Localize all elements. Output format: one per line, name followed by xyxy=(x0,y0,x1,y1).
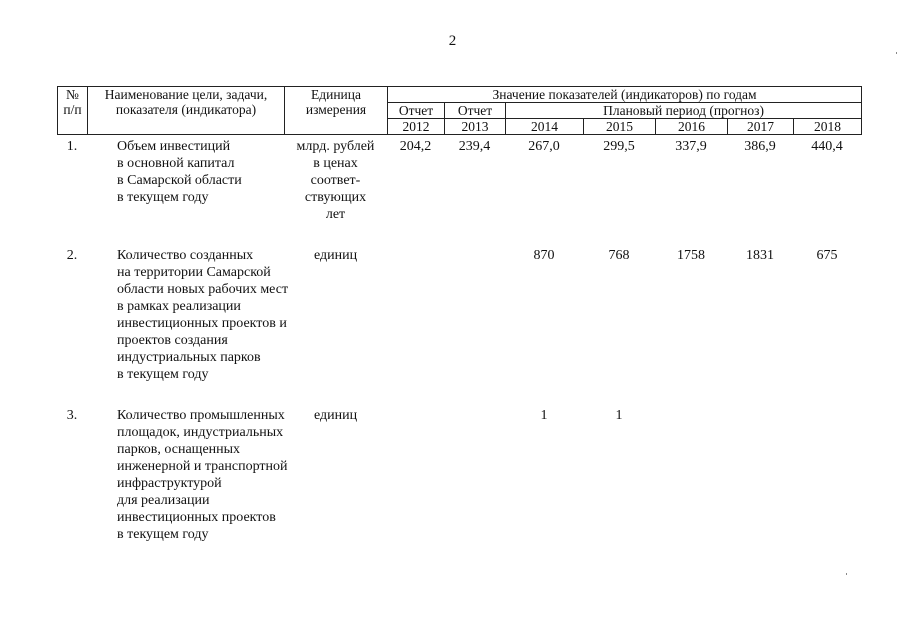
value-cell xyxy=(444,407,505,567)
value-cell: 1 xyxy=(615,408,623,423)
value-cell: 204,2 xyxy=(399,139,432,154)
value-cell xyxy=(387,247,444,407)
name-line: в рамках реализации xyxy=(117,299,241,314)
table-row xyxy=(57,138,861,247)
value-cell: 675 xyxy=(816,248,838,263)
value-cell: 299,5 xyxy=(603,139,635,154)
header-report-label: Отчет xyxy=(388,103,445,119)
row-number: 2. xyxy=(66,248,78,263)
header-plan-group: Плановый период (прогноз) xyxy=(506,103,862,119)
name-line: Объем инвестиций xyxy=(117,139,231,154)
header-name xyxy=(88,87,285,135)
page-number: 2 xyxy=(448,33,457,49)
name-line: в текущем году xyxy=(117,367,209,382)
value-cell: 239,4 xyxy=(458,139,491,154)
value-cell: 267,0 xyxy=(528,139,560,154)
table-body xyxy=(57,138,861,567)
value-cell xyxy=(387,407,444,567)
name-line: площадок, индустриальных xyxy=(117,425,284,440)
unit-line: ствующих xyxy=(304,190,367,205)
value-cell: 870 xyxy=(533,248,555,263)
unit-line: единиц xyxy=(313,248,358,263)
unit xyxy=(284,407,387,567)
header-year: 2012 xyxy=(388,119,445,135)
unit-line: лет xyxy=(325,207,346,222)
table-row xyxy=(57,407,861,567)
value-cell: 440,4 xyxy=(811,139,843,154)
name-line: Количество созданных xyxy=(117,248,254,263)
scan-mark xyxy=(846,573,847,575)
name-line: для реализации xyxy=(117,493,210,508)
header-unit-line: измерения xyxy=(305,102,367,117)
unit-line: в ценах xyxy=(313,156,358,171)
value-cell: 768 xyxy=(608,248,630,263)
header-values-group: Значение показателей (индикаторов) по годам xyxy=(388,87,862,103)
unit-line: соответ- xyxy=(310,173,361,188)
name-line: области новых рабочих мест xyxy=(117,282,289,297)
value-cell: 337,9 xyxy=(675,139,707,154)
value-cell: 1831 xyxy=(746,248,774,263)
indicator-name xyxy=(87,138,284,247)
value-cell xyxy=(793,407,861,567)
header-name-line: показателя (индикатора) xyxy=(115,102,257,117)
value-cell: 1758 xyxy=(677,248,705,263)
name-line: в текущем году xyxy=(117,527,209,542)
header-num xyxy=(58,87,88,135)
indicator-name xyxy=(87,407,288,567)
row-number: 1. xyxy=(66,139,78,154)
unit xyxy=(284,247,387,407)
name-line: в основной капитал xyxy=(117,156,235,171)
header-year: 2016 xyxy=(656,119,728,135)
header-num-line: № xyxy=(66,87,79,102)
name-line: инвестиционных проектов и xyxy=(117,316,287,331)
header-year: 2017 xyxy=(728,119,794,135)
header-name-line: Наименование цели, задачи, xyxy=(104,87,268,102)
header-unit-line: Единица xyxy=(310,87,361,102)
indicator-name xyxy=(87,247,289,407)
value-cell: 386,9 xyxy=(744,139,776,154)
header-year: 2014 xyxy=(506,119,584,135)
value-cell xyxy=(655,407,727,567)
table-row xyxy=(57,247,861,407)
name-line: на территории Самарской xyxy=(117,265,271,280)
name-line: проектов создания xyxy=(117,333,228,348)
header-year: 2013 xyxy=(445,119,506,135)
name-line: инфраструктурой xyxy=(117,476,222,491)
name-line: Количество промышленных xyxy=(117,408,285,423)
table-header xyxy=(57,86,862,135)
name-line: инвестиционных проектов xyxy=(117,510,276,525)
unit-line: млрд. рублей xyxy=(296,139,375,154)
name-line: индустриальных парков xyxy=(117,350,261,365)
unit-line: единиц xyxy=(313,408,358,423)
row-number: 3. xyxy=(66,408,78,423)
value-cell: 1 xyxy=(540,408,548,423)
header-report-label: Отчет xyxy=(445,103,506,119)
name-line: в текущем году xyxy=(117,190,209,205)
header-num-line: п/п xyxy=(63,102,82,117)
header-year: 2015 xyxy=(584,119,656,135)
scan-mark xyxy=(896,52,897,54)
header-year: 2018 xyxy=(794,119,862,135)
name-line: в Самарской области xyxy=(117,173,242,188)
unit xyxy=(284,138,387,247)
name-line: инженерной и транспортной xyxy=(117,459,288,474)
value-cell xyxy=(444,247,505,407)
name-line: парков, оснащенных xyxy=(117,442,241,457)
header-unit xyxy=(285,87,388,135)
value-cell xyxy=(727,407,793,567)
